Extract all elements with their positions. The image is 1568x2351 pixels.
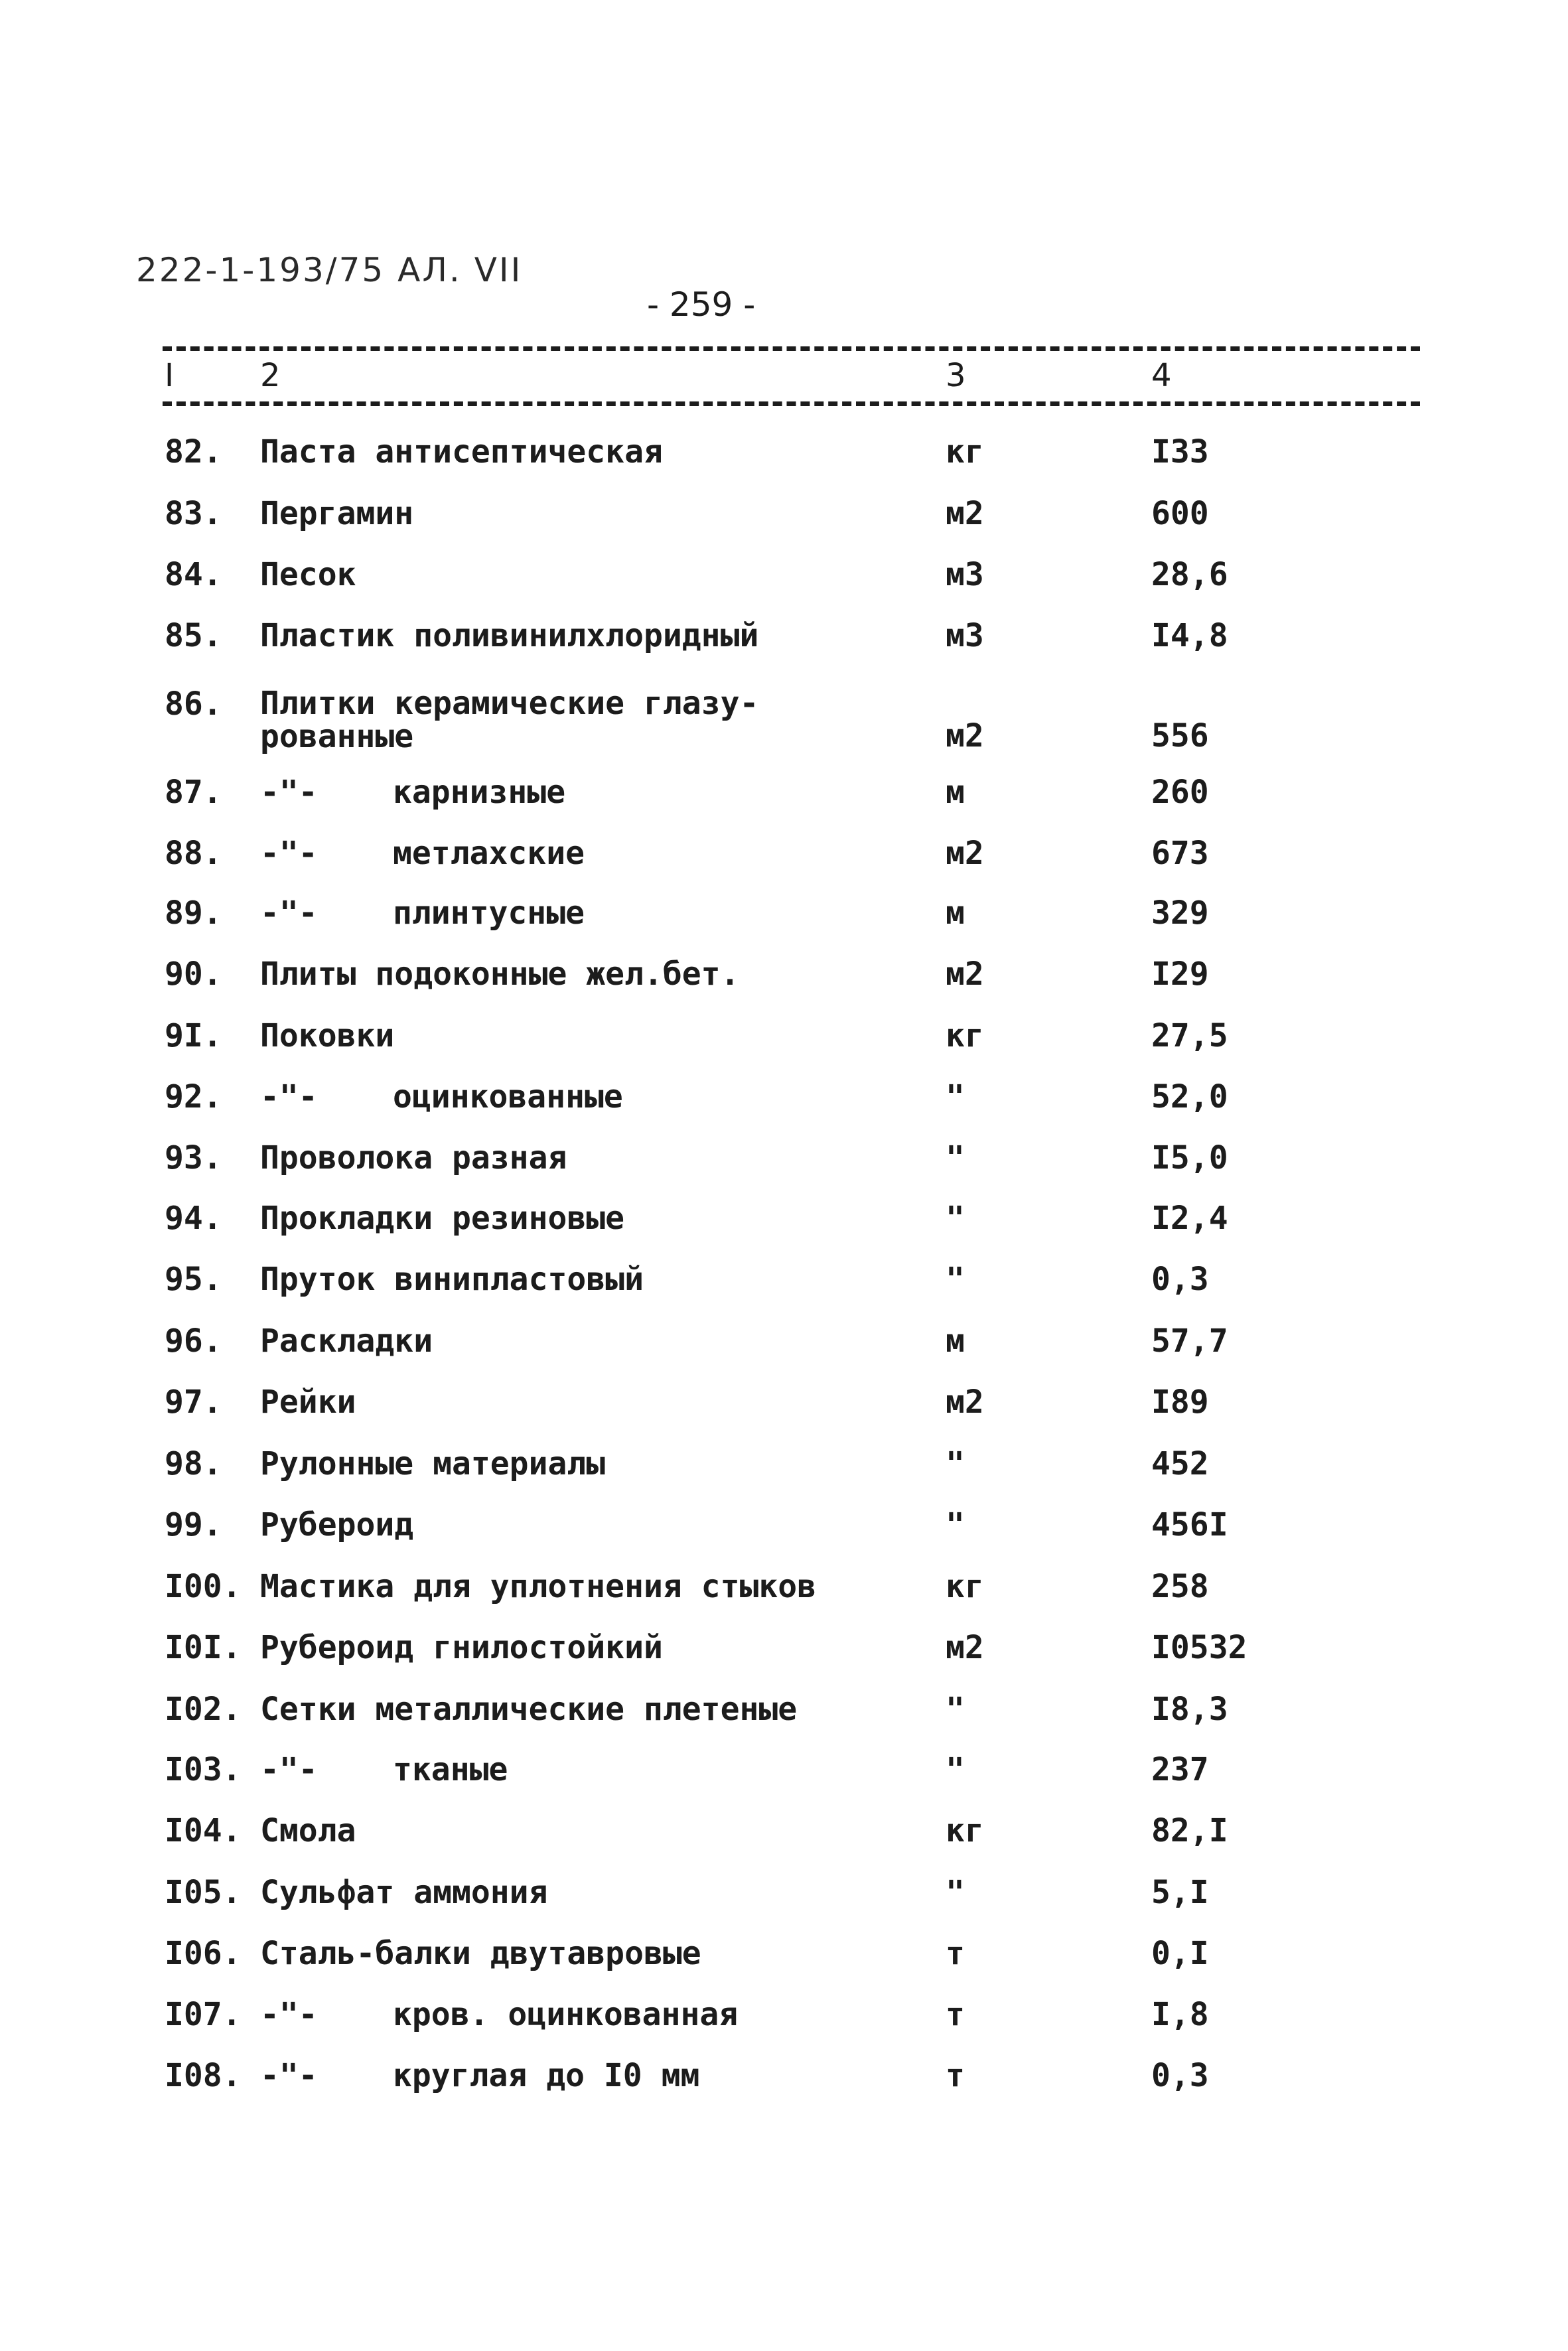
quantity: 556 xyxy=(1151,717,1209,754)
quantity: 0,3 xyxy=(1151,1261,1209,1298)
row-number: 83. xyxy=(165,495,222,532)
row-number: 89. xyxy=(165,894,222,932)
row-number: 97. xyxy=(165,1384,222,1421)
material-name xyxy=(260,1752,508,1787)
material-subname: тканые xyxy=(393,1751,508,1788)
quantity: 258 xyxy=(1151,1568,1209,1605)
row-number: 98. xyxy=(165,1445,222,1482)
unit-of-measure: м2 xyxy=(946,835,984,872)
row-number: I03. xyxy=(165,1751,242,1788)
material-name xyxy=(260,1997,738,2032)
ditto-mark: -"- xyxy=(260,774,318,811)
unit-of-measure: м2 xyxy=(946,717,984,754)
unit-of-measure: м3 xyxy=(946,617,984,654)
quantity: I2,4 xyxy=(1151,1200,1228,1237)
row-number: 92. xyxy=(165,1078,222,1115)
row-number: 82. xyxy=(165,433,222,470)
unit-of-measure: м2 xyxy=(946,1384,984,1421)
ditto-mark: -"- xyxy=(260,1751,318,1788)
material-name: Рейки xyxy=(260,1384,356,1421)
material-name: Прокладки резиновые xyxy=(260,1200,625,1237)
material-name: Песок xyxy=(260,556,356,593)
material-name: Рубероид гнилостойкий xyxy=(260,1629,663,1666)
material-name: Поковки xyxy=(260,1017,395,1054)
quantity: I33 xyxy=(1151,433,1209,470)
row-number: 85. xyxy=(165,617,222,654)
column-header-3: 3 xyxy=(946,357,966,394)
material-name xyxy=(260,1080,623,1114)
material-name: Раскладки xyxy=(260,1322,433,1360)
row-number: 87. xyxy=(165,774,222,811)
ditto-mark: -"- xyxy=(260,1996,318,2033)
row-number: 99. xyxy=(165,1506,222,1543)
column-header-4: 4 xyxy=(1151,357,1172,394)
quantity: I8,3 xyxy=(1151,1691,1228,1728)
material-name: Мастика для уплотнения стыков xyxy=(260,1568,817,1605)
row-number: I04. xyxy=(165,1812,242,1849)
material-name: Проволока разная xyxy=(260,1139,567,1176)
quantity: 673 xyxy=(1151,835,1209,872)
quantity: I4,8 xyxy=(1151,617,1228,654)
quantity: 329 xyxy=(1151,894,1209,932)
material-name: Пергамин xyxy=(260,495,414,532)
unit-of-measure: кг xyxy=(946,1568,984,1605)
row-number: I0I. xyxy=(165,1629,242,1666)
row-number: 88. xyxy=(165,835,222,872)
material-subname: карнизные xyxy=(393,774,566,811)
quantity: 600 xyxy=(1151,495,1209,532)
quantity: I29 xyxy=(1151,956,1209,993)
quantity: 27,5 xyxy=(1151,1017,1228,1054)
unit-of-measure: " xyxy=(946,1506,965,1543)
quantity: 0,3 xyxy=(1151,2057,1209,2094)
material-subname: метлахские xyxy=(393,835,585,872)
quantity: 0,I xyxy=(1151,1935,1209,1972)
material-subname: плинтусные xyxy=(393,894,585,932)
unit-of-measure: " xyxy=(946,1139,965,1176)
material-name: Сульфат аммония xyxy=(260,1874,548,1911)
quantity: 260 xyxy=(1151,774,1209,811)
row-number: 95. xyxy=(165,1261,222,1298)
unit-of-measure: " xyxy=(946,1751,965,1788)
unit-of-measure: м3 xyxy=(946,556,984,593)
row-number: I00. xyxy=(165,1568,242,1605)
unit-of-measure: м xyxy=(946,894,965,932)
material-name: Сталь-балки двутавровые xyxy=(260,1935,701,1972)
unit-of-measure: м xyxy=(946,774,965,811)
material-subname: кров. оцинкованная xyxy=(393,1996,739,2033)
quantity: 456I xyxy=(1151,1506,1228,1543)
quantity: I0532 xyxy=(1151,1629,1247,1666)
row-number: 94. xyxy=(165,1200,222,1237)
unit-of-measure: " xyxy=(946,1078,965,1115)
material-name xyxy=(260,2058,699,2093)
unit-of-measure: " xyxy=(946,1261,965,1298)
row-number: I07. xyxy=(165,1996,242,2033)
ditto-mark: -"- xyxy=(260,894,318,932)
material-name: Пластик поливинилхлоридный xyxy=(260,617,759,654)
quantity: I,8 xyxy=(1151,1996,1209,2033)
quantity: 28,6 xyxy=(1151,556,1228,593)
column-header-2: 2 xyxy=(260,357,281,394)
row-number: 84. xyxy=(165,556,222,593)
row-number: I08. xyxy=(165,2057,242,2094)
table-top-rule xyxy=(163,346,1420,351)
ditto-mark: -"- xyxy=(260,835,318,872)
material-name: Сетки металлические плетеные xyxy=(260,1691,798,1728)
material-name xyxy=(260,775,565,810)
unit-of-measure: " xyxy=(946,1200,965,1237)
material-subname: круглая до I0 мм xyxy=(393,2057,700,2094)
row-number: 9I. xyxy=(165,1017,222,1054)
material-name: Плитки керамические глазу- рованные xyxy=(260,685,759,755)
quantity: 57,7 xyxy=(1151,1322,1228,1360)
row-number: 86. xyxy=(165,685,222,723)
row-number: I02. xyxy=(165,1691,242,1728)
unit-of-measure: кг xyxy=(946,433,984,470)
ditto-mark: -"- xyxy=(260,2057,318,2094)
row-number: 96. xyxy=(165,1322,222,1360)
unit-of-measure: т xyxy=(946,2057,965,2094)
unit-of-measure: м2 xyxy=(946,1629,984,1666)
quantity: 452 xyxy=(1151,1445,1209,1482)
unit-of-measure: м2 xyxy=(946,495,984,532)
page-number: - 259 - xyxy=(647,285,756,324)
unit-of-measure: " xyxy=(946,1874,965,1911)
unit-of-measure: " xyxy=(946,1691,965,1728)
material-name xyxy=(260,836,585,871)
material-name xyxy=(260,896,585,930)
quantity: 237 xyxy=(1151,1751,1209,1788)
quantity: 82,I xyxy=(1151,1812,1228,1849)
ditto-mark: -"- xyxy=(260,1078,318,1115)
unit-of-measure: м2 xyxy=(946,956,984,993)
unit-of-measure: кг xyxy=(946,1017,984,1054)
row-number: I06. xyxy=(165,1935,242,1972)
row-number: 90. xyxy=(165,956,222,993)
unit-of-measure: " xyxy=(946,1445,965,1482)
table-header-rule xyxy=(163,401,1420,406)
material-name: Паста антисептическая xyxy=(260,433,663,470)
document-code: 222-1-193/75 АЛ. VII xyxy=(136,251,523,289)
column-header-1: I xyxy=(165,357,175,394)
unit-of-measure: т xyxy=(946,1935,965,1972)
quantity: 52,0 xyxy=(1151,1078,1228,1115)
material-name: Рулонные материалы xyxy=(260,1445,606,1482)
unit-of-measure: м xyxy=(946,1322,965,1360)
material-name: Плиты подоконные жел.бет. xyxy=(260,956,740,993)
unit-of-measure: кг xyxy=(946,1812,984,1849)
quantity: I5,0 xyxy=(1151,1139,1228,1176)
quantity: 5,I xyxy=(1151,1874,1209,1911)
unit-of-measure: т xyxy=(946,1996,965,2033)
material-subname: оцинкованные xyxy=(393,1078,623,1115)
quantity: I89 xyxy=(1151,1384,1209,1421)
row-number: I05. xyxy=(165,1874,242,1911)
material-name: Рубероид xyxy=(260,1506,414,1543)
material-name: Смола xyxy=(260,1812,356,1849)
row-number: 93. xyxy=(165,1139,222,1176)
material-name: Пруток винипластовый xyxy=(260,1261,644,1298)
